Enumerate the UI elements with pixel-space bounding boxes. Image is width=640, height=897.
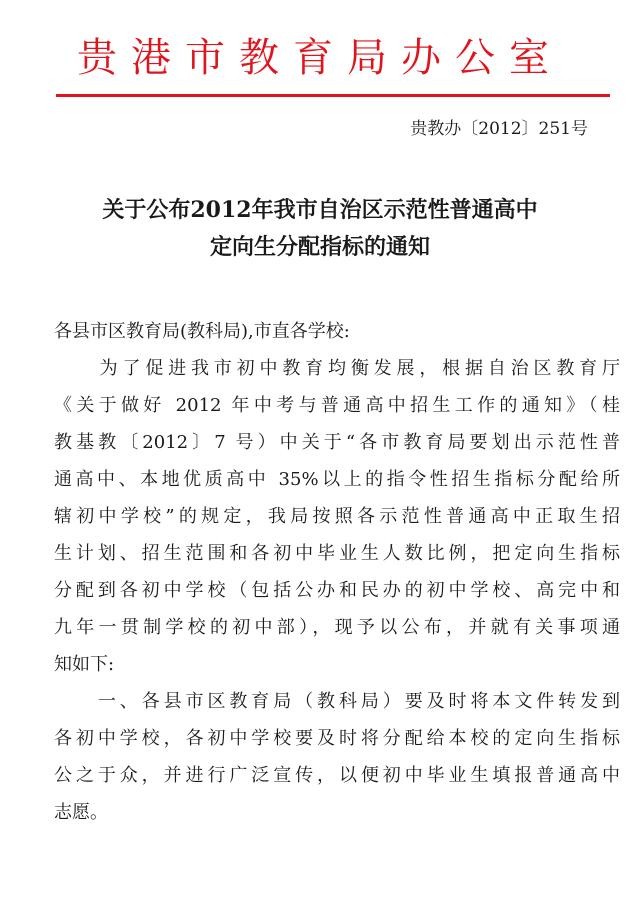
- body-line: 分配到各初中学校（包括公办和民办的初中学校、高完中和: [54, 580, 620, 601]
- header-red-divider: [56, 94, 610, 97]
- body-line: 九年一贯制学校的初中部），现予以公布，并就有关事项通: [54, 617, 620, 638]
- body-line: 教基教〔2012〕7 号）中关于“各市教育局要划出示范性普: [54, 432, 620, 453]
- salutation: 各县市区教育局(教科局),市直各学校:: [54, 321, 350, 342]
- body-line: 辖初中学校”的规定，我局按照各示范性普通高中正取生招: [54, 506, 620, 527]
- body-line: 《关于做好 2012 年中考与普通高中招生工作的通知》（桂: [54, 395, 620, 416]
- body-line: 一、各县市区教育局（教科局）要及时将本文件转发到: [54, 691, 620, 712]
- notice-body: [54, 313, 620, 831]
- body-line: 通高中、本地优质高中 35%以上的指令性招生指标分配给所: [54, 469, 620, 490]
- body-line: 为了促进我市初中教育均衡发展，根据自治区教育厅: [54, 358, 620, 379]
- notice-title: [0, 192, 640, 266]
- body-line: 生计划、招生范围和各初中毕业生人数比例，把定向生指标: [54, 543, 620, 564]
- issuing-office-title: 贵港市教育局办公室: [77, 35, 563, 81]
- body-line: 知如下:: [54, 654, 115, 675]
- document-number: 贵教办〔2012〕251号: [410, 119, 588, 139]
- body-line: 公之于众，并进行广泛宣传，以便初中毕业生填报普通高中: [54, 765, 620, 786]
- body-line: 各初中学校，各初中学校要及时将分配给本校的定向生指标: [54, 728, 620, 749]
- notice-title-line-2: 定向生分配指标的通知: [209, 234, 430, 260]
- notice-title-line-1: 关于公布2012年我市自治区示范性普通高中: [102, 197, 538, 223]
- body-line: 志愿。: [54, 802, 108, 823]
